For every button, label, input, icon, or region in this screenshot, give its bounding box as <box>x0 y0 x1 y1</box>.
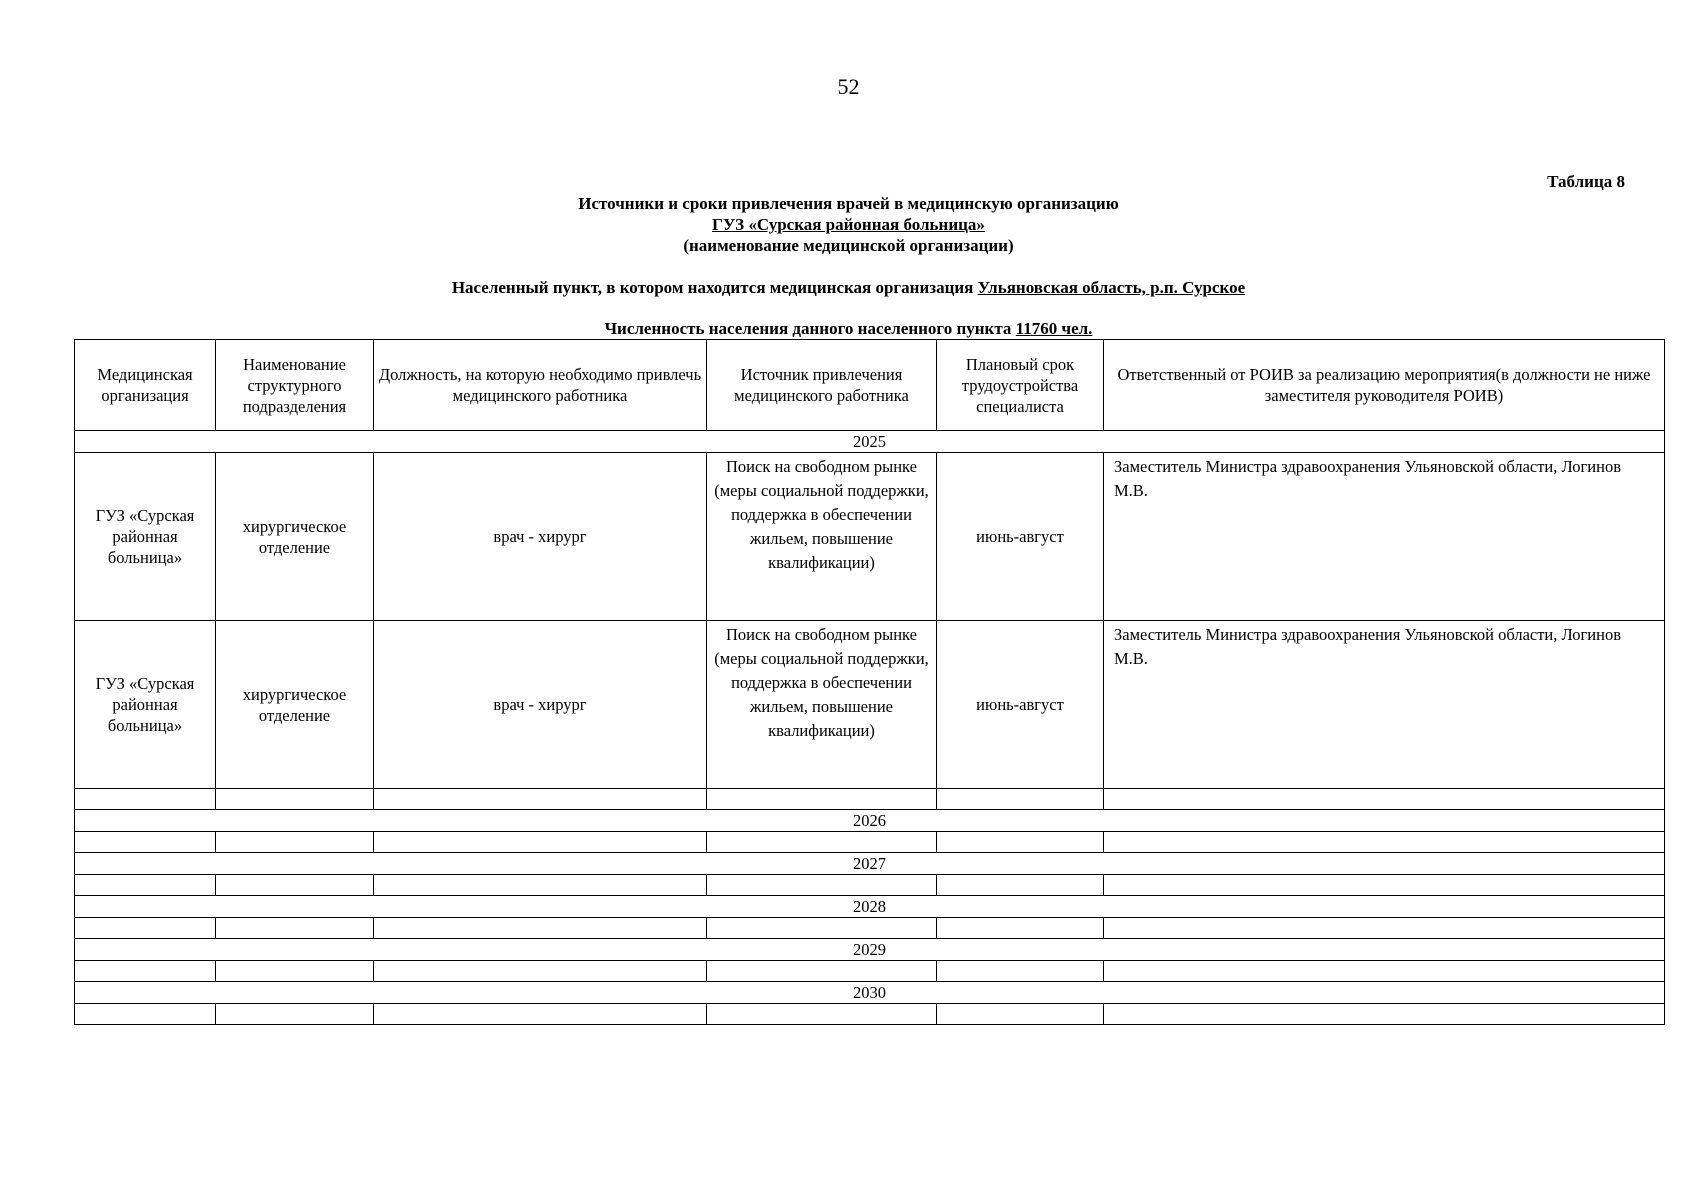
header-organization: Медицинская организация <box>75 340 216 431</box>
header-responsible: Ответственный от РОИВ за реализацию мероприятия(в должности не ниже заместителя руководителя РОИВ) <box>1104 340 1665 431</box>
organization-name: ГУЗ «Сурская районная больница» <box>712 215 985 234</box>
empty-row <box>75 961 1665 982</box>
year-label: 2029 <box>75 939 1665 961</box>
cell-department: хирургическое отделение <box>216 453 374 621</box>
year-label: 2025 <box>75 431 1665 453</box>
cell-source: Поиск на свободном рынке (меры социальной поддержки, поддержка в обеспечении жильем, повышение квалификации) <box>707 621 937 789</box>
header-source: Источник привлечения медицинского работника <box>707 340 937 431</box>
page-number: 52 <box>837 74 860 99</box>
year-row <box>75 853 1665 875</box>
settlement-line <box>0 278 1697 298</box>
table-row <box>75 621 1665 789</box>
cell-term: июнь-август <box>937 621 1104 789</box>
table-label: Таблица 8 <box>1547 172 1625 191</box>
population-value: 11760 чел. <box>1015 319 1093 338</box>
empty-row <box>75 789 1665 810</box>
cell-responsible: Заместитель Министра здравоохранения Ульяновской области, Логинов М.В. <box>1104 453 1665 621</box>
cell-organization: ГУЗ «Сурская районная больница» <box>75 621 216 789</box>
year-row <box>75 810 1665 832</box>
cell-source: Поиск на свободном рынке (меры социальной поддержки, поддержка в обеспечении жильем, повышение квалификации) <box>707 453 937 621</box>
header-term: Плановый срок трудоустройства специалиста <box>937 340 1104 431</box>
cell-position: врач - хирург <box>374 621 707 789</box>
organization-caption: (наименование медицинской организации) <box>683 236 1014 255</box>
cell-term: июнь-август <box>937 453 1104 621</box>
year-label: 2028 <box>75 896 1665 918</box>
empty-row <box>75 1004 1665 1025</box>
population-line <box>0 319 1697 339</box>
population-label: Численность населения данного населенного пункта <box>604 319 1012 338</box>
year-label: 2030 <box>75 982 1665 1004</box>
empty-row <box>75 918 1665 939</box>
cell-position: врач - хирург <box>374 453 707 621</box>
empty-row <box>75 832 1665 853</box>
table-row <box>75 453 1665 621</box>
header-row <box>75 340 1665 431</box>
settlement-label: Населенный пункт, в котором находится медицинская организация <box>451 278 974 297</box>
cell-department: хирургическое отделение <box>216 621 374 789</box>
cell-organization: ГУЗ «Сурская районная больница» <box>75 453 216 621</box>
cell-responsible: Заместитель Министра здравоохранения Ульяновской области, Логинов М.В. <box>1104 621 1665 789</box>
settlement-value: Ульяновская область, р.п. Сурское <box>977 278 1246 297</box>
year-row <box>75 939 1665 961</box>
recruitment-table <box>74 339 1665 1025</box>
year-row <box>75 896 1665 918</box>
year-label: 2027 <box>75 853 1665 875</box>
year-row <box>75 982 1665 1004</box>
header-position: Должность, на которую необходимо привлечь медицинского работника <box>374 340 707 431</box>
document-title: Источники и сроки привлечения врачей в медицинскую организацию <box>578 194 1119 213</box>
year-label: 2026 <box>75 810 1665 832</box>
header-department: Наименование структурного подразделения <box>216 340 374 431</box>
empty-row <box>75 875 1665 896</box>
year-row <box>75 431 1665 453</box>
